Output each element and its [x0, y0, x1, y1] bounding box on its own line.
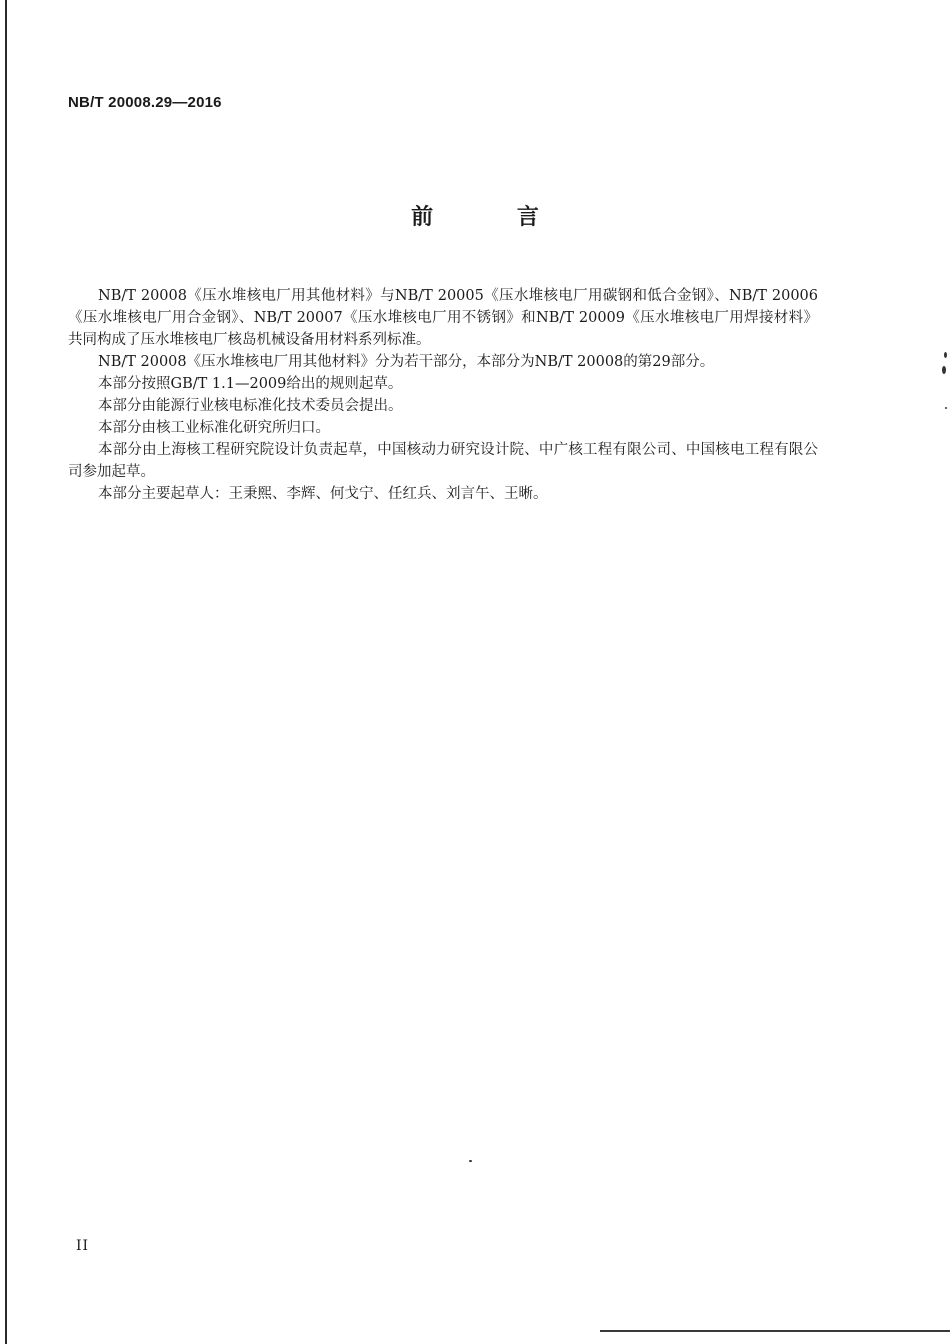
paragraph-drafting-organizations: 本部分由上海核工程研究院设计负责起草，中国核动力研究设计院、中广核工程有限公司、中国核电工程有限公司参加起草。	[68, 442, 818, 480]
paragraph-proposed-by: 本部分由能源行业核电标准化技术委员会提出。	[98, 398, 403, 414]
paragraph-part-number: NB/T 20008《压水堆核电厂用其他材料》分为若干部分，本部分为NB/T 20008的第29部分。	[98, 354, 715, 370]
page-number: II	[76, 1238, 90, 1254]
scan-speck	[944, 352, 947, 358]
foreword-body	[68, 285, 818, 505]
document-code: NB/T 20008.29—2016	[68, 94, 222, 111]
scan-speck	[942, 366, 946, 374]
paragraph-main-drafters: 本部分主要起草人：王秉熙、李辉、何戈宁、任红兵、刘言午、王晰。	[98, 486, 548, 502]
paragraph-under-jurisdiction: 本部分由核工业标准化研究所归口。	[98, 420, 330, 436]
scan-speck	[469, 1160, 472, 1162]
paragraph-series-standards: NB/T 20008《压水堆核电厂用其他材料》与NB/T 20005《压水堆核电厂用碳钢和低合金钢》、NB/T 20006《压水堆核电厂用合金钢》、NB/T 20007《压水堆核电厂用不锈钢》和NB/T 20009《压水堆核电厂用焊接材料》共同构成了压水堆核电厂核岛机械设备用材料系列标准。	[68, 288, 818, 348]
scan-edge-bottom	[600, 1330, 950, 1332]
scan-speck	[945, 407, 947, 409]
section-title: 前 言	[411, 205, 577, 230]
paragraph-drafting-rules: 本部分按照GB/T 1.1—2009给出的规则起草。	[98, 376, 403, 392]
